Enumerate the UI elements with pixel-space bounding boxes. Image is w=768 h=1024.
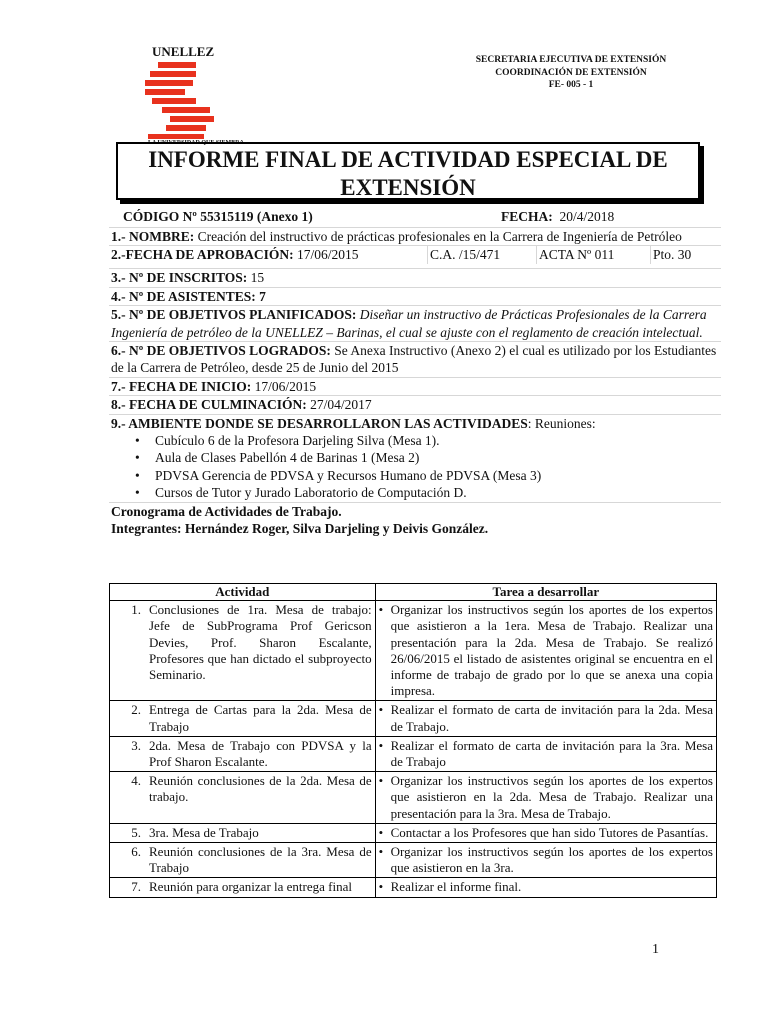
task-cell xyxy=(375,601,716,701)
activity-number: 7. xyxy=(131,879,141,895)
aprobacion-value: 17/06/2015 xyxy=(297,247,359,263)
table-row xyxy=(110,843,717,878)
nombre-value: Creación del instructivo de prácticas profesionales en la Carrera de Ingeniería de Petróleo xyxy=(197,229,682,244)
asistentes-value: 7 xyxy=(259,288,266,304)
ambiente-value: : Reuniones: xyxy=(527,415,596,431)
planificados-row xyxy=(109,306,721,342)
bullet-icon: • xyxy=(378,702,384,718)
fecha-value: 20/4/2018 xyxy=(559,209,615,225)
aprobacion-label: 2.-FECHA DE APROBACIÓN: xyxy=(111,247,294,263)
list-item: • Aula de Clases Pabellón 4 de Barinas 1 (Mesa 2) xyxy=(155,449,721,466)
planificados-value: Diseñar un instructivo de Prácticas Profesionales de la Carrera Ingeniería de petróleo de la UNELLEZ – Barinas, el cual se ajuste con el reglamento de creación intelectual. xyxy=(111,307,707,340)
culminacion-row xyxy=(109,396,721,414)
activity-number: 4. xyxy=(131,773,141,789)
fecha-field xyxy=(501,208,614,225)
activity-number: 1. xyxy=(131,602,141,618)
activity-cell xyxy=(110,736,376,771)
activity-cell xyxy=(110,772,376,824)
table-row xyxy=(110,772,717,824)
acta-value: ACTA Nº 011 xyxy=(536,246,650,263)
activity-text: Entrega de Cartas para la 2da. Mesa de Trabajo xyxy=(149,702,372,734)
logo-title: UNELLEZ xyxy=(152,44,215,59)
asistentes-row xyxy=(109,288,721,306)
nombre-label: 1.- NOMBRE: xyxy=(111,229,195,244)
activity-number: 3. xyxy=(131,737,141,753)
list-item: • Cubículo 6 de la Profesora Darjeling Silva (Mesa 1). xyxy=(155,432,721,449)
bullet-icon: • xyxy=(378,824,384,840)
fecha-label: FECHA: xyxy=(501,209,553,225)
bullet-icon: • xyxy=(378,602,384,618)
integrantes-line: Integrantes: Hernández Roger, Silva Darjeling y Deivis González. xyxy=(111,521,489,537)
ambiente-label: 9.- AMBIENTE DONDE SE DESARROLLARON LAS ACTIVIDADES xyxy=(111,415,528,431)
culminacion-label: 8.- FECHA DE CULMINACIÓN: xyxy=(111,397,307,413)
task-text: Realizar el formato de carta de invitación para la 2da. Mesa de Trabajo. xyxy=(390,702,713,734)
title-line: INFORME FINAL DE ACTIVIDAD ESPECIAL DE xyxy=(148,147,668,172)
code-label: CÓDIGO Nº 55315119 (Anexo 1) xyxy=(123,209,313,225)
task-text: Organizar los instructivos según los aportes de los expertos que asistieron en la 3ra. xyxy=(390,844,713,876)
ambiente-row xyxy=(109,415,721,503)
inscritos-value: 15 xyxy=(250,270,265,286)
activity-number: 5. xyxy=(131,824,141,840)
page-title xyxy=(116,142,700,200)
task-cell xyxy=(375,772,716,824)
table-row xyxy=(110,701,717,736)
activity-cell xyxy=(110,823,376,842)
unellez-logo xyxy=(140,44,280,152)
code-row xyxy=(109,207,721,228)
task-cell xyxy=(375,736,716,771)
unellez-logo-icon xyxy=(140,60,230,140)
list-item: • PDVSA Gerencia de PDVSA y Recursos Humano de PDVSA (Mesa 3) xyxy=(155,467,721,484)
activity-number: 6. xyxy=(131,844,141,860)
bullet-icon: • xyxy=(378,773,384,789)
task-text: Organizar los instructivos según los aportes de los expertos que asistieron a la 1era. Mesa de Trabajo. Realizar una presentación para la 2da. Mesa de Trabajo. Se realizó 26/06/2015 el listado de asistentes original se encuentra en el informe de trabajo de grado por lo que se anexa una copia impresa. xyxy=(390,602,713,699)
activity-text: Reunión para organizar la entrega final xyxy=(149,879,352,895)
header-line: FE- 005 - 1 xyxy=(548,80,594,90)
activity-text: Conclusiones de 1ra. Mesa de trabajo: Jefe de SubPrograma Prof Gericson Devies, Prof. Sharon Escalante, Profesores que han dictado el subproyecto Seminario. xyxy=(149,602,372,683)
bullet-icon: • xyxy=(378,737,384,753)
inicio-row xyxy=(109,378,721,396)
activity-cell xyxy=(110,843,376,878)
table-row xyxy=(110,601,717,701)
header-line: SECRETARIA EJECUTIVA DE EXTENSIÓN xyxy=(475,55,667,65)
page-number: 1 xyxy=(652,942,659,957)
list-item: • Cursos de Tutor y Jurado Laboratorio de Computación D. xyxy=(155,484,721,501)
cronograma-heading: Cronograma de Actividades de Trabajo. xyxy=(111,503,342,519)
task-cell xyxy=(375,823,716,842)
inscritos-label: 3.- Nº DE INSCRITOS: xyxy=(111,270,248,286)
activity-text: Reunión conclusiones de la 3ra. Mesa de Trabajo xyxy=(149,844,372,876)
header-actividad: Actividad xyxy=(110,584,376,601)
inicio-label: 7.- FECHA DE INICIO: xyxy=(111,378,252,394)
logrados-label: 6.- Nº DE OBJETIVOS LOGRADOS: xyxy=(111,343,331,359)
activity-text: Reunión conclusiones de la 2da. Mesa de trabajo. xyxy=(149,773,372,805)
title-line: EXTENSIÓN xyxy=(340,175,476,200)
task-text: Realizar el informe final. xyxy=(390,879,522,895)
header-tarea: Tarea a desarrollar xyxy=(375,584,716,601)
culminacion-value: 27/04/2017 xyxy=(310,397,372,413)
task-cell xyxy=(375,878,716,897)
bullet-icon: • xyxy=(378,879,384,895)
schedule-table xyxy=(109,583,717,898)
planificados-label: 5.- Nº DE OBJETIVOS PLANIFICADOS: xyxy=(111,307,357,323)
activity-cell xyxy=(110,701,376,736)
asistentes-label: 4.- Nº DE ASISTENTES: xyxy=(111,288,256,304)
nombre-row xyxy=(109,228,721,246)
task-text: Organizar los instructivos según los aportes de los expertos que asistieron en la 2da. Mesa de Trabajo. Realizar una presentación para la 3ra. Mesa de Trabajo. xyxy=(390,773,713,821)
logrados-row xyxy=(109,342,721,378)
inscritos-row xyxy=(109,269,721,287)
report-form xyxy=(109,207,721,538)
ambiente-list xyxy=(111,432,721,502)
task-cell xyxy=(375,843,716,878)
header-line: COORDINACIÓN DE EXTENSIÓN xyxy=(495,67,647,78)
table-row xyxy=(110,823,717,842)
activity-number: 2. xyxy=(131,702,141,718)
aprobacion-row xyxy=(109,246,721,269)
activity-text: 3ra. Mesa de Trabajo xyxy=(149,824,259,840)
table-row xyxy=(110,736,717,771)
aprobacion-field xyxy=(111,246,427,263)
table-row xyxy=(110,878,717,897)
logrados-value: Se Anexa Instructivo (Anexo 2) el cual es utilizado por los Estudiantes de la Carrera de Petróleo, desde 25 de Junio del 2015 xyxy=(111,343,717,376)
activity-text: 2da. Mesa de Trabajo con PDVSA y la Prof Sharon Escalante. xyxy=(149,737,372,770)
activity-cell xyxy=(110,601,376,701)
task-text: Realizar el formato de carta de invitación para la 3ra. Mesa de Trabajo xyxy=(390,737,713,770)
task-text: Contactar a los Profesores que han sido Tutores de Pasantías. xyxy=(390,824,709,840)
header-institution xyxy=(440,54,702,92)
pto-value: Pto. 30 xyxy=(650,246,691,263)
inicio-value: 17/06/2015 xyxy=(254,378,317,394)
ca-value: C.A. /15/471 xyxy=(427,246,536,263)
activity-cell xyxy=(110,878,376,897)
logo-tagline: LA UNIVERSIDAD QUE SIEMBRA xyxy=(148,140,244,146)
bullet-icon: • xyxy=(378,844,384,860)
table-header-row xyxy=(110,584,717,601)
task-cell xyxy=(375,701,716,736)
